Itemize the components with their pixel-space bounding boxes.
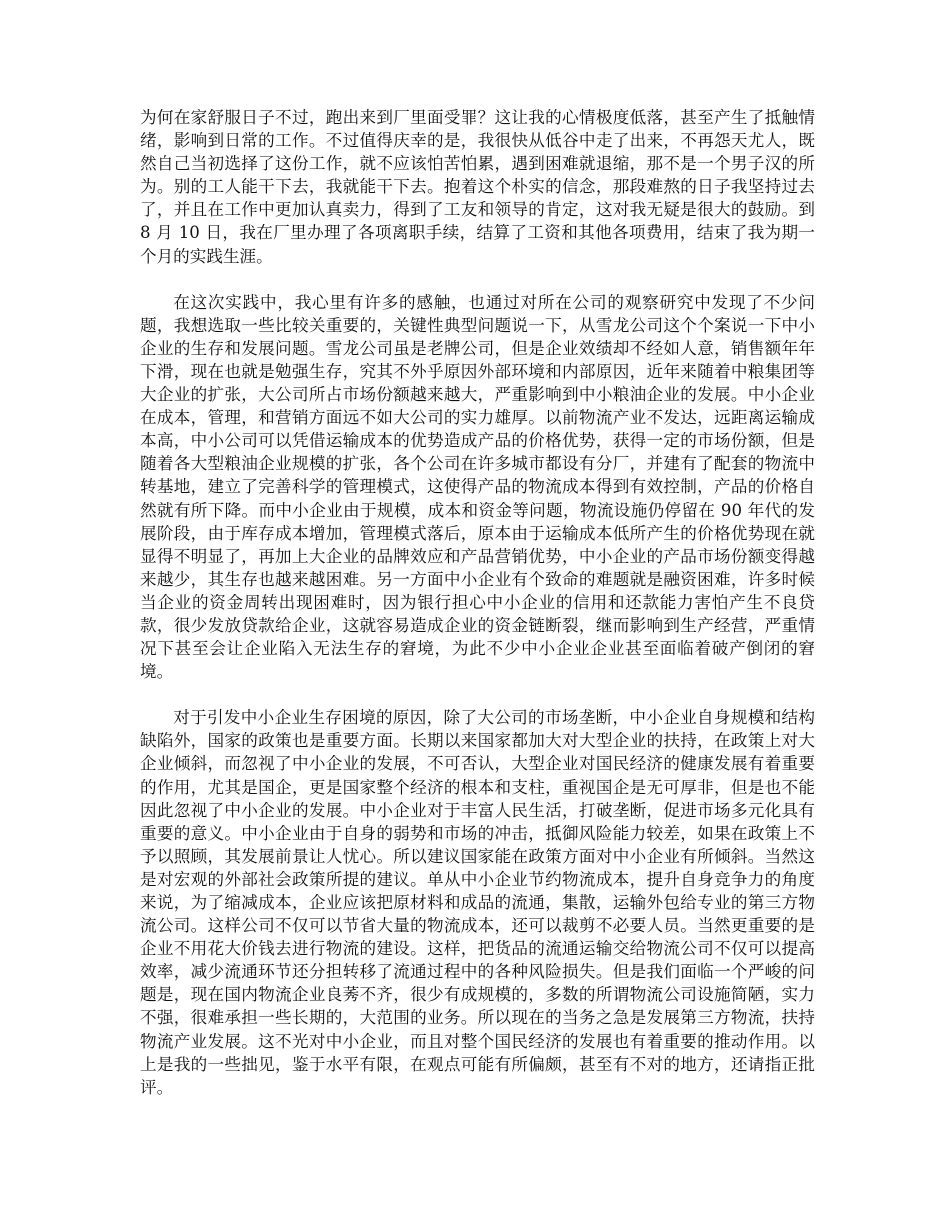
paragraph-1: 为何在家舒服日子不过，跑出来到厂里面受罪？这让我的心情极度低落，甚至产生了抵触情绪，影响到日常的工作。不过值得庆幸的是，我很快从低谷中走了出来，不再怨天尤人，既然自己当初选择了这份工作，就不应该怕苦怕累，遇到困难就退缩，那不是一个男子汉的所为。别的工人能干下去，我就能干下去。抱着这个朴实的信念，那段难熬的日子我坚持过去了，并且在工作中更加认真卖力，得到了工友和领导的肯定，这对我无疑是很大的鼓励。到 8 月 10 日，我在厂里办理了各项离职手续，结算了工资和其他各项费用，结束了我为期一个月的实践生涯。 xyxy=(140,108,815,266)
paragraph-2: 在这次实践中，我心里有许多的感触，也通过对所在公司的观察研究中发现了不少问题，我想选取一些比较关重要的，关键性典型问题说一下，从雪龙公司这个个案说一下中小企业的生存和发展问题。雪龙公司虽是老牌公司，但是企业效绩却不经如人意，销售额年年下滑，现在也就是勉强生存，究其不外乎原因外部环境和内部原因，近年来随着中粮集团等大企业的扩张，大公司所占市场份额越来越大，严重影响到中小粮油企业的发展。中小企业在成本，管理，和营销方面远不如大公司的实力雄厚。以前物流产业不发达，远距离运输成本高，中小公司可以凭借运输成本的优势造成产品的价格优势，获得一定的市场份额，但是随着各大型粮油企业规模的扩张，各个公司在许多城市都设有分厂，并建有了配套的物流中转基地，建立了完善科学的管理模式，这使得产品的物流成本得到有效控制，产品的价格自然就有所下降。而中小企业由于规模，成本和资金等问题，物流设施仍停留在 90 年代的发展阶段，由于库存成本增加，管理模式落后，原本由于运输成本低所产生的价格优势现在就显得不明显了，再加上大企业的品牌效应和产品营销优势，中小企业的产品市场份额变得越来越少，其生存也越来越困难。另一方面中小企业有个致命的难题就是融资困难，许多时候当企业的资金周转出现困难时，因为银行担心中小企业的信用和还款能力害怕产生不良贷款，很少发放贷款给企业，这就容易造成企业的资金链断裂，继而影响到生产经营，严重情况下甚至会让企业陷入无法生存的窘境，为此不少中小企业企业甚至面临着破产倒闭的窘境。 xyxy=(140,292,815,682)
document-body xyxy=(140,106,815,1099)
paragraph-3: 对于引发中小企业生存困境的原因，除了大公司的市场垄断，中小企业自身规模和结构缺陷外，国家的政策也是重要方面。长期以来国家都加大对大型企业的扶持，在政策上对大企业倾斜，而忽视了中小企业的发展，不可否认，大型企业对国民经济的健康发展有着重要的作用，尤其是国企，更是国家整个经济的根本和支柱，重视国企是无可厚非，但是也不能因此忽视了中小企业的发展。中小企业对于丰富人民生活，打破垄断，促进市场多元化具有重要的意义。中小企业由于自身的弱势和市场的冲击，抵御风险能力较差，如果在政策上不予以照顾，其发展前景让人忧心。所以建议国家能在政策方面对中小企业有所倾斜。当然这是对宏观的外部社会政策所提的建议。单从中小企业节约物流成本，提升自身竞争力的角度来说，为了缩减成本，企业应该把原材料和成品的流通，集散，运输外包给专业的第三方物流公司。这样公司不仅可以节省大量的物流成本，还可以裁剪不必要人员。当然更重要的是企业不用花大价钱去进行物流的建设。这样，把货品的流通运输交给物流公司不仅可以提高效率，减少流通环节还分担转移了流通过程中的各种风险损失。但是我们面临一个严峻的问题是，现在国内物流企业良莠不齐，很少有成规模的，多数的所谓物流公司设施简陋，实力不强，很难承担一些长期的，大范围的业务。所以现在的当务之急是发展第三方物流，扶持物流产业发展。这不光对中小企业，而且对整个国民经济的发展也有着重要的推动作用。以上是我的一些拙见，鉴于水平有限，在观点可能有所偏颇，甚至有不对的地方，还请指正批评。 xyxy=(140,708,815,1097)
